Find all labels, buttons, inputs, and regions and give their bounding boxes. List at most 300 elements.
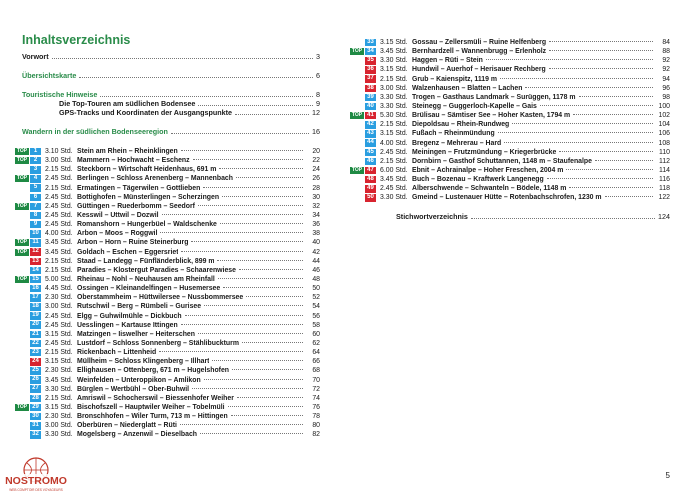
toc-section-label: Wandern in der südlichen Bodenseeregion (22, 127, 168, 136)
tour-page-number: 76 (312, 403, 320, 411)
tour-page-number: 104 (658, 121, 670, 129)
page-title: Inhaltsverzeichnis (22, 33, 131, 47)
tour-row[interactable] (350, 193, 670, 202)
tour-number-badge: 23 (30, 349, 41, 357)
tour-number-badge: 7 (30, 203, 41, 211)
tour-number-badge: 29 (30, 404, 41, 412)
tour-number-badge: 36 (365, 66, 376, 74)
tour-row[interactable] (350, 75, 670, 84)
toc-subentry-label: Die Top-Touren am südlichen Bodensee (59, 99, 196, 108)
tour-row[interactable] (15, 293, 320, 302)
top-badge-placeholder (15, 258, 29, 265)
tour-page-number: 112 (659, 157, 670, 165)
tour-title: Meiningen – Frutzmündung – Kriegerbrücke (412, 148, 557, 156)
tour-page-number: 74 (312, 394, 320, 402)
tour-page-number: 102 (658, 112, 670, 120)
dot-leader (549, 41, 653, 42)
tour-title: Grub – Kaienspitz, 1119 m (412, 75, 498, 83)
tour-title: Bottighofen – Münsterlingen – Scherzingen (77, 193, 220, 201)
tour-number-badge: 15 (30, 276, 41, 284)
tour-duration: 3.00 Std. (380, 84, 408, 92)
top-badge-placeholder (15, 285, 29, 292)
top-badge: TOP (351, 48, 363, 55)
dot-leader (232, 369, 303, 370)
tour-row[interactable] (15, 248, 320, 257)
dot-leader (185, 315, 303, 316)
top-badge-placeholder (15, 267, 29, 274)
tour-duration: 2.45 Std. (45, 321, 73, 329)
top-badge-placeholder (350, 94, 364, 101)
tour-row[interactable] (350, 56, 670, 65)
tour-duration: 3.10 Std. (45, 148, 73, 155)
tour-title: Ellighausen – Ottenberg, 671 m – Hugelshofen (77, 367, 230, 375)
tour-number-badge: 16 (30, 285, 41, 293)
dot-leader (573, 114, 653, 115)
tour-page-number: 32 (312, 202, 320, 210)
dot-leader (171, 133, 309, 134)
top-badge-placeholder (15, 422, 29, 429)
tour-title: Berlingen – Schloss Arenenberg – Mannenbach (77, 175, 233, 183)
dot-leader (181, 150, 303, 151)
tour-row[interactable] (15, 275, 320, 284)
tour-row[interactable] (350, 139, 670, 148)
toc-section-touristische-hinweise[interactable] (22, 90, 320, 99)
top-badge-placeholder (350, 85, 364, 92)
tour-page-number: 78 (312, 413, 320, 421)
tour-row[interactable] (350, 175, 670, 184)
tour-page-number: 66 (312, 358, 320, 366)
dot-leader (242, 342, 303, 343)
tour-title: Arbon – Horn – Ruine Steinerburg (77, 239, 189, 247)
tour-row[interactable] (350, 166, 670, 175)
tour-duration: 3.15 Std. (380, 39, 408, 46)
dot-leader (579, 96, 653, 97)
tour-duration: 2.30 Std. (45, 294, 73, 302)
tour-row[interactable] (15, 266, 320, 275)
tour-number-badge: 44 (365, 139, 376, 147)
tour-row[interactable] (350, 84, 670, 93)
toc-page-number: 8 (316, 90, 320, 99)
dot-leader (220, 223, 303, 224)
tour-page-number: 40 (312, 239, 320, 247)
tour-row[interactable] (15, 193, 320, 202)
tour-row[interactable] (350, 129, 670, 138)
tour-duration: 4.00 Std. (45, 230, 73, 238)
top-badge-placeholder (350, 140, 364, 147)
tour-number-badge: 22 (30, 340, 41, 348)
tour-row[interactable] (15, 220, 320, 229)
tour-number-badge: 11 (30, 239, 41, 247)
dot-leader (498, 132, 653, 133)
tour-duration: 3.30 Std. (45, 385, 73, 393)
dot-leader (595, 160, 653, 161)
dot-leader (192, 388, 303, 389)
tour-page-number: 54 (312, 303, 320, 311)
tour-page-number: 60 (312, 330, 320, 338)
tour-number-badge: 25 (30, 367, 41, 375)
tour-duration: 3.30 Std. (380, 194, 408, 202)
dot-leader (198, 333, 303, 334)
tour-number-badge: 47 (365, 167, 376, 175)
tour-title: Lustdorf – Schloss Sonnenberg – Stählibuckturm (77, 339, 239, 347)
tour-number-badge: 21 (30, 331, 41, 339)
tour-row[interactable] (15, 238, 320, 247)
top-badge-placeholder (15, 413, 29, 420)
tour-row[interactable] (15, 184, 320, 193)
tour-row[interactable] (350, 47, 670, 56)
tour-number-badge: 19 (30, 312, 41, 320)
tour-row[interactable] (15, 357, 320, 366)
dot-leader (540, 105, 653, 106)
dot-leader (237, 397, 303, 398)
tour-duration: 3.45 Std. (45, 248, 73, 256)
tour-list-left (15, 147, 320, 440)
dot-leader (512, 123, 653, 124)
tour-number-badge: 17 (30, 294, 41, 302)
dot-leader (500, 78, 653, 79)
tour-page-number: 52 (312, 294, 320, 302)
dot-leader (605, 196, 653, 197)
dot-leader (246, 296, 303, 297)
tour-title: Gmeind – Lustenauer Hütte – Rotenbachschrofen, 1230 m (412, 194, 602, 202)
tour-row[interactable] (15, 147, 320, 156)
tour-page-number: 88 (662, 48, 670, 56)
tour-page-number: 122 (658, 194, 670, 202)
tour-title: Bürglen – Wertbühl – Ober-Buhwil (77, 385, 190, 393)
tour-page-number: 44 (312, 257, 320, 265)
tour-duration: 2.15 Std. (45, 257, 73, 265)
tour-title: Gossau – Zellersmüli – Ruine Helfenberg (412, 39, 547, 46)
top-badge: TOP (16, 276, 28, 283)
dot-leader (547, 178, 653, 179)
tour-duration: 2.15 Std. (380, 75, 408, 83)
tour-page-number: 50 (312, 285, 320, 293)
top-badge: TOP (16, 404, 28, 410)
tour-number-badge: 34 (365, 48, 376, 56)
tour-number-badge: 6 (30, 194, 41, 202)
dot-leader (569, 187, 653, 188)
dot-leader (181, 251, 303, 252)
tour-row[interactable] (350, 65, 670, 74)
tour-number-badge: 26 (30, 376, 41, 384)
toc-subentry-top-touren[interactable] (59, 99, 320, 108)
toc-page-number: 16 (312, 127, 320, 136)
tour-row[interactable] (15, 394, 320, 403)
tour-title: Rheinau – Nohl – Neuhausen am Rheinfall (77, 275, 215, 283)
tour-duration: 2.15 Std. (45, 166, 73, 174)
toc-section-label: Touristische Hinweise (22, 90, 98, 99)
top-badge: TOP (16, 239, 28, 246)
tour-duration: 5.00 Std. (45, 275, 73, 283)
tour-page-number: 80 (312, 422, 320, 430)
tour-title: Kesswil – Uttwil – Dozwil (77, 211, 159, 219)
tour-row[interactable] (350, 120, 670, 129)
tour-number-badge: 40 (365, 103, 376, 111)
tour-duration: 2.30 Std. (45, 367, 73, 375)
top-badge-placeholder (15, 395, 29, 402)
tour-duration: 3.00 Std. (45, 157, 73, 165)
tour-number-badge: 2 (30, 157, 41, 165)
tour-row[interactable] (15, 330, 320, 339)
top-badge-placeholder (15, 358, 29, 365)
tour-row[interactable] (350, 38, 670, 47)
tour-row[interactable] (15, 202, 320, 211)
tour-number-badge: 43 (365, 130, 376, 138)
tour-number-badge: 38 (365, 85, 376, 93)
top-badge-placeholder (15, 185, 29, 192)
tour-title: Bregenz – Mehrerau – Hard (412, 139, 502, 147)
tour-row[interactable] (15, 385, 320, 394)
tour-row[interactable] (350, 102, 670, 111)
dot-leader (79, 77, 313, 78)
tour-page-number: 20 (312, 148, 320, 155)
tour-number-badge: 4 (30, 175, 41, 183)
tour-duration: 2.45 Std. (45, 339, 73, 347)
tour-title: Haggen – Rüti – Stein (412, 57, 483, 65)
dot-leader (203, 187, 303, 188)
tour-number-badge: 41 (365, 112, 376, 120)
toc-entry-label: Stichwortverzeichnis (396, 211, 468, 221)
tour-row[interactable] (15, 430, 320, 439)
tour-number-badge: 24 (30, 358, 41, 366)
tour-page-number: 30 (312, 193, 320, 201)
tour-page-number: 116 (659, 176, 670, 184)
top-badge-placeholder (15, 212, 29, 219)
tour-number-badge: 12 (30, 248, 41, 256)
tour-duration: 4.45 Std. (45, 285, 73, 293)
tour-row[interactable] (15, 376, 320, 385)
dot-leader (223, 287, 303, 288)
tour-number-badge: 48 (365, 176, 376, 184)
tour-duration: 3.15 Std. (380, 130, 408, 138)
top-badge-placeholder (350, 39, 364, 46)
tour-title: Amriswil – Schocherswil – Biessenhofer Weiher (77, 394, 234, 402)
tour-title: Dornbirn – Gasthof Schuttannen, 1148 m – Staufenalpe (412, 157, 592, 165)
top-badge-placeholder (350, 185, 364, 192)
tour-row[interactable] (15, 257, 320, 266)
tour-page-number: 34 (312, 211, 320, 219)
top-badge-placeholder (15, 294, 29, 301)
tour-number-badge: 28 (30, 395, 41, 403)
tour-title: Ermatingen – Tägerwilen – Gottlieben (77, 184, 201, 192)
dot-leader (525, 87, 653, 88)
toc-subentry-gps-tracks[interactable] (59, 108, 320, 117)
tour-title: Bronschhofen – Wiler Turm, 713 m – Hittingen (77, 413, 228, 421)
toc-right-column (350, 38, 670, 221)
toc-subentry-label: GPS-Tracks und Koordinaten der Ausgangspunkte (59, 108, 233, 117)
tour-duration: 2.45 Std. (380, 148, 408, 156)
tour-number-badge: 39 (365, 94, 376, 102)
toc-section-wandern[interactable] (22, 127, 320, 136)
tour-page-number: 92 (662, 57, 670, 65)
toc-entry-vorwort[interactable] (22, 52, 320, 61)
tour-number-badge: 1 (30, 148, 41, 156)
dot-leader (559, 151, 653, 152)
tour-row[interactable] (15, 321, 320, 330)
dot-leader (218, 278, 303, 279)
top-badge: TOP (16, 175, 28, 182)
tour-number-badge: 30 (30, 413, 41, 421)
tour-row[interactable] (15, 412, 320, 421)
tour-title: Mogelsberg – Anzenwil – Dieselbach (77, 431, 197, 439)
tour-duration: 2.45 Std. (45, 193, 73, 201)
dot-leader (471, 218, 655, 219)
tour-page-number: 84 (662, 39, 670, 46)
tour-page-number: 98 (662, 93, 670, 101)
tour-title: Goldach – Eschen – Eggersriet (77, 248, 179, 256)
tour-list-right (350, 38, 670, 203)
tour-duration: 3.00 Std. (45, 303, 73, 311)
logo-wordmark: NOSTROMO (5, 475, 67, 487)
dot-leader (212, 360, 303, 361)
tour-duration: 5.30 Std. (380, 112, 408, 120)
tour-title: Brülisau – Sämtiser See – Hoher Kasten, 1794 m (412, 112, 571, 120)
tour-duration: 3.00 Std. (45, 422, 73, 430)
tour-page-number: 36 (312, 221, 320, 229)
dot-leader (204, 305, 303, 306)
tour-number-badge: 32 (30, 431, 41, 439)
tour-number-badge: 13 (30, 258, 41, 266)
tour-number-badge: 10 (30, 230, 41, 238)
dot-leader (219, 168, 303, 169)
tour-page-number: 56 (312, 312, 320, 320)
dot-leader (198, 205, 303, 206)
tour-duration: 2.30 Std. (45, 413, 73, 421)
tour-number-badge: 45 (365, 149, 376, 157)
tour-number-badge: 9 (30, 221, 41, 229)
top-badge-placeholder (350, 103, 364, 110)
dot-leader (504, 142, 653, 143)
top-badge-placeholder (350, 66, 364, 73)
tour-number-badge: 5 (30, 184, 41, 192)
dot-leader (191, 241, 303, 242)
tour-row[interactable] (15, 156, 320, 165)
tour-row[interactable] (350, 157, 670, 166)
top-badge-placeholder (15, 367, 29, 374)
tour-title: Buch – Bozenau – Kraftwerk Langenegg (412, 176, 544, 184)
tour-number-badge: 8 (30, 212, 41, 220)
tour-title: Ebnit – Achrainalpe – Hoher Freschen, 2004 m (412, 166, 564, 174)
tour-page-number: 70 (312, 376, 320, 384)
top-badge: TOP (16, 157, 28, 164)
tour-duration: 3.15 Std. (45, 358, 73, 366)
nostromo-logo (5, 455, 67, 493)
tour-title: Arbon – Moos – Roggwil (77, 230, 158, 238)
tour-title: Stein am Rhein – Rheinklingen (77, 148, 178, 155)
tour-page-number: 100 (658, 102, 670, 110)
tour-page-number: 58 (312, 321, 320, 329)
top-badge-placeholder (15, 194, 29, 201)
tour-page-number: 28 (312, 184, 320, 192)
tour-page-number: 68 (312, 367, 320, 375)
tour-title: Matzingen – Iiswelher – Heiterschen (77, 330, 195, 338)
tour-row[interactable] (15, 165, 320, 174)
toc-left-column (15, 52, 320, 440)
tour-row[interactable] (15, 229, 320, 238)
tour-duration: 3.45 Std. (45, 239, 73, 247)
tour-title: Romanshorn – Hungerbüel – Waldschenke (77, 221, 217, 229)
tour-duration: 3.15 Std. (45, 330, 73, 338)
dot-leader (193, 159, 303, 160)
top-badge-placeholder (350, 121, 364, 128)
top-badge: TOP (351, 112, 363, 119)
top-badge-placeholder (15, 313, 29, 320)
tour-row[interactable] (15, 211, 320, 220)
top-badge-placeholder (350, 149, 364, 156)
top-badge-placeholder (15, 166, 29, 173)
tour-row[interactable] (15, 302, 320, 311)
toc-entry-stichwortverzeichnis[interactable] (396, 212, 670, 221)
tour-title: Rickenbach – Littenheid (77, 349, 157, 357)
tour-title: Weinfelden – Unteroppikon – Amlikon (77, 376, 201, 384)
dot-leader (236, 177, 303, 178)
tour-row[interactable] (15, 339, 320, 348)
tour-row[interactable] (15, 403, 320, 412)
tour-number-badge: 31 (30, 422, 41, 430)
tour-title: Steinegg – Guggerloch-Kapelle – Gais (412, 102, 537, 110)
tour-row[interactable] (15, 348, 320, 357)
top-badge-placeholder (15, 322, 29, 329)
tour-duration: 3.45 Std. (380, 48, 408, 56)
tour-row[interactable] (15, 312, 320, 321)
tour-number-badge: 3 (30, 166, 41, 174)
top-badge-placeholder (15, 386, 29, 393)
tour-page-number: 64 (312, 349, 320, 357)
tour-title: Paradies – Klostergut Paradies – Schaarenwiese (77, 266, 236, 274)
top-badge-placeholder (350, 57, 364, 64)
top-badge-placeholder (15, 230, 29, 237)
toc-section-uebersichtskarte[interactable] (22, 71, 320, 80)
tour-row[interactable] (350, 111, 670, 120)
tour-page-number: 106 (658, 130, 670, 138)
tour-number-badge: 20 (30, 321, 41, 329)
tour-number-badge: 50 (365, 194, 376, 202)
tour-row[interactable] (15, 421, 320, 430)
dot-leader (549, 68, 653, 69)
tour-duration: 6.00 Std. (380, 166, 408, 174)
toc-page-number: 124 (658, 211, 670, 221)
tour-duration: 2.15 Std. (45, 266, 73, 274)
tour-title: Güttingen – Ruederbomm – Seedorf (77, 202, 195, 210)
tour-number-badge: 27 (30, 385, 41, 393)
tour-row[interactable] (15, 366, 320, 375)
dot-leader (566, 169, 653, 170)
tour-duration: 2.15 Std. (45, 349, 73, 357)
top-badge-placeholder (15, 303, 29, 310)
top-badge-placeholder (350, 158, 364, 165)
tour-title: Fußach – Rheinmündung (412, 130, 495, 138)
tour-page-number: 62 (312, 339, 320, 347)
tour-row[interactable] (350, 184, 670, 193)
dot-leader (228, 406, 303, 407)
tour-row[interactable] (350, 93, 670, 102)
tour-duration: 2.45 Std. (45, 175, 73, 183)
tour-page-number: 24 (312, 166, 320, 174)
toc-entry-label: Vorwort (22, 52, 49, 61)
tour-number-badge: 33 (365, 39, 376, 47)
tour-duration: 2.45 Std. (45, 221, 73, 229)
tour-row[interactable] (350, 148, 670, 157)
tour-duration: 2.45 Std. (45, 211, 73, 219)
tour-row[interactable] (15, 284, 320, 293)
tour-row[interactable] (15, 174, 320, 183)
tour-title: Steckborn – Wirtschaft Heidenhaus, 691 m (77, 166, 217, 174)
tour-title: Elgg – Guhwilmühle – Dickbuch (77, 312, 182, 320)
tour-duration: 3.45 Std. (380, 176, 408, 184)
tour-page-number: 48 (312, 275, 320, 283)
tour-title: Bischofszell – Hauptwiler Weiher – Tobelmüli (77, 403, 225, 411)
tour-title: Diepoldsau – Rhein-Rundweg (412, 121, 510, 129)
